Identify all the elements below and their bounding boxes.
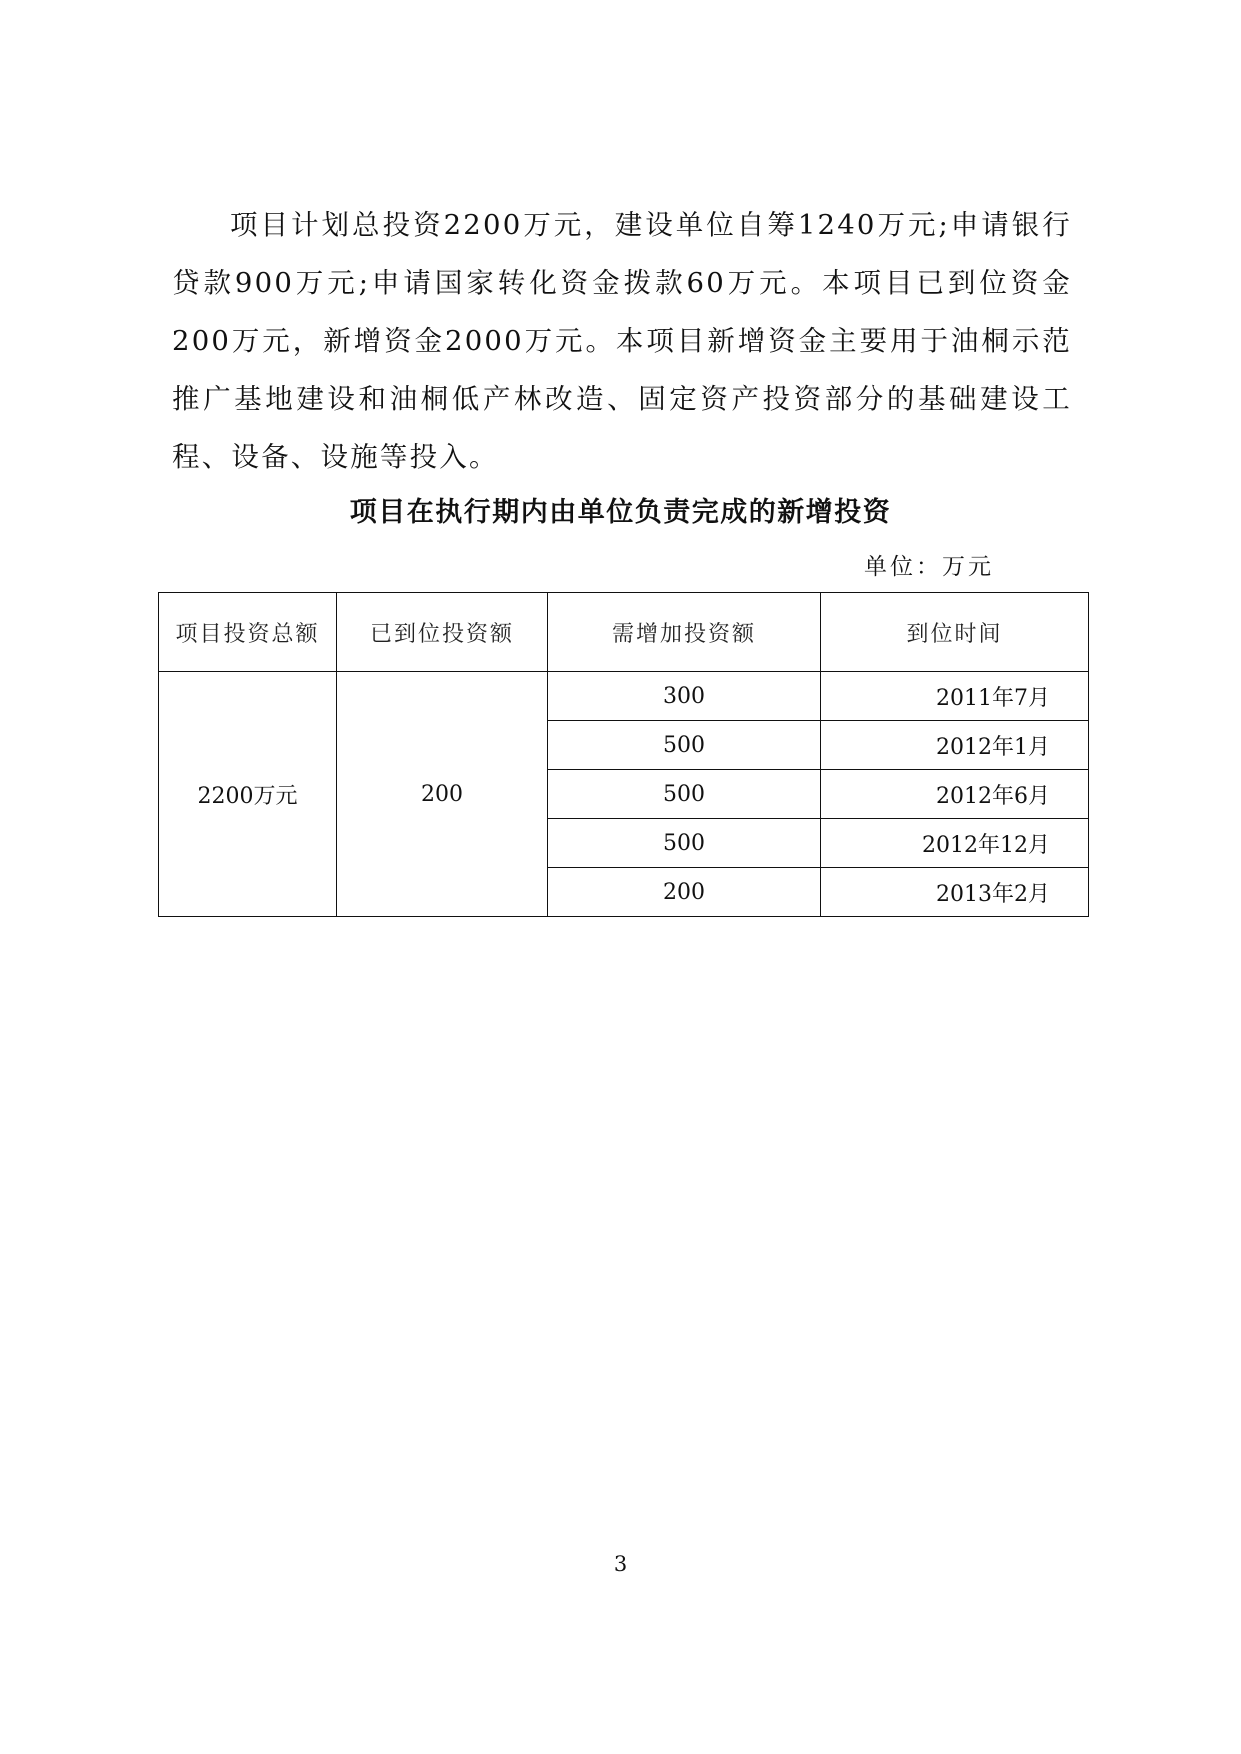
arrival-date-cell: 2012年12月 [821,819,1089,868]
arrival-date-cell: 2012年6月 [821,770,1089,819]
header-total-investment: 项目投资总额 [159,593,337,672]
table-row [159,672,1089,721]
header-arrival-time: 到位时间 [821,593,1089,672]
additional-amount-cell: 200 [548,868,821,917]
arrival-date-cell: 2013年2月 [821,868,1089,917]
body-paragraph: 项目计划总投资2200万元，建设单位自筹1240万元;申请银行贷款900万元;申请国家转化资金拨款60万元。本项目已到位资金200万元，新增资金2000万元。本项目新增资金主要用于油桐示范推广基地建设和油桐低产林改造、固定资产投资部分的基础建设工程、设备、设施等投入。 [172,209,1072,473]
received-investment-cell: 200 [337,672,548,917]
table-header-row [159,593,1089,672]
table-title: 项目在执行期内由单位负责完成的新增投资 [349,497,892,528]
additional-amount-cell: 500 [548,721,821,770]
additional-amount-cell: 500 [548,770,821,819]
header-additional-investment: 需增加投资额 [548,593,821,672]
additional-amount-cell: 300 [548,672,821,721]
arrival-date-cell: 2011年7月 [821,672,1089,721]
unit-label: 单位：万元 [864,554,994,580]
additional-amount-cell: 500 [548,819,821,868]
investment-table [158,592,1089,917]
page-number: 3 [613,1552,628,1576]
header-received-investment: 已到位投资额 [337,593,548,672]
arrival-date-cell: 2012年1月 [821,721,1089,770]
total-investment-cell: 2200万元 [159,672,337,917]
